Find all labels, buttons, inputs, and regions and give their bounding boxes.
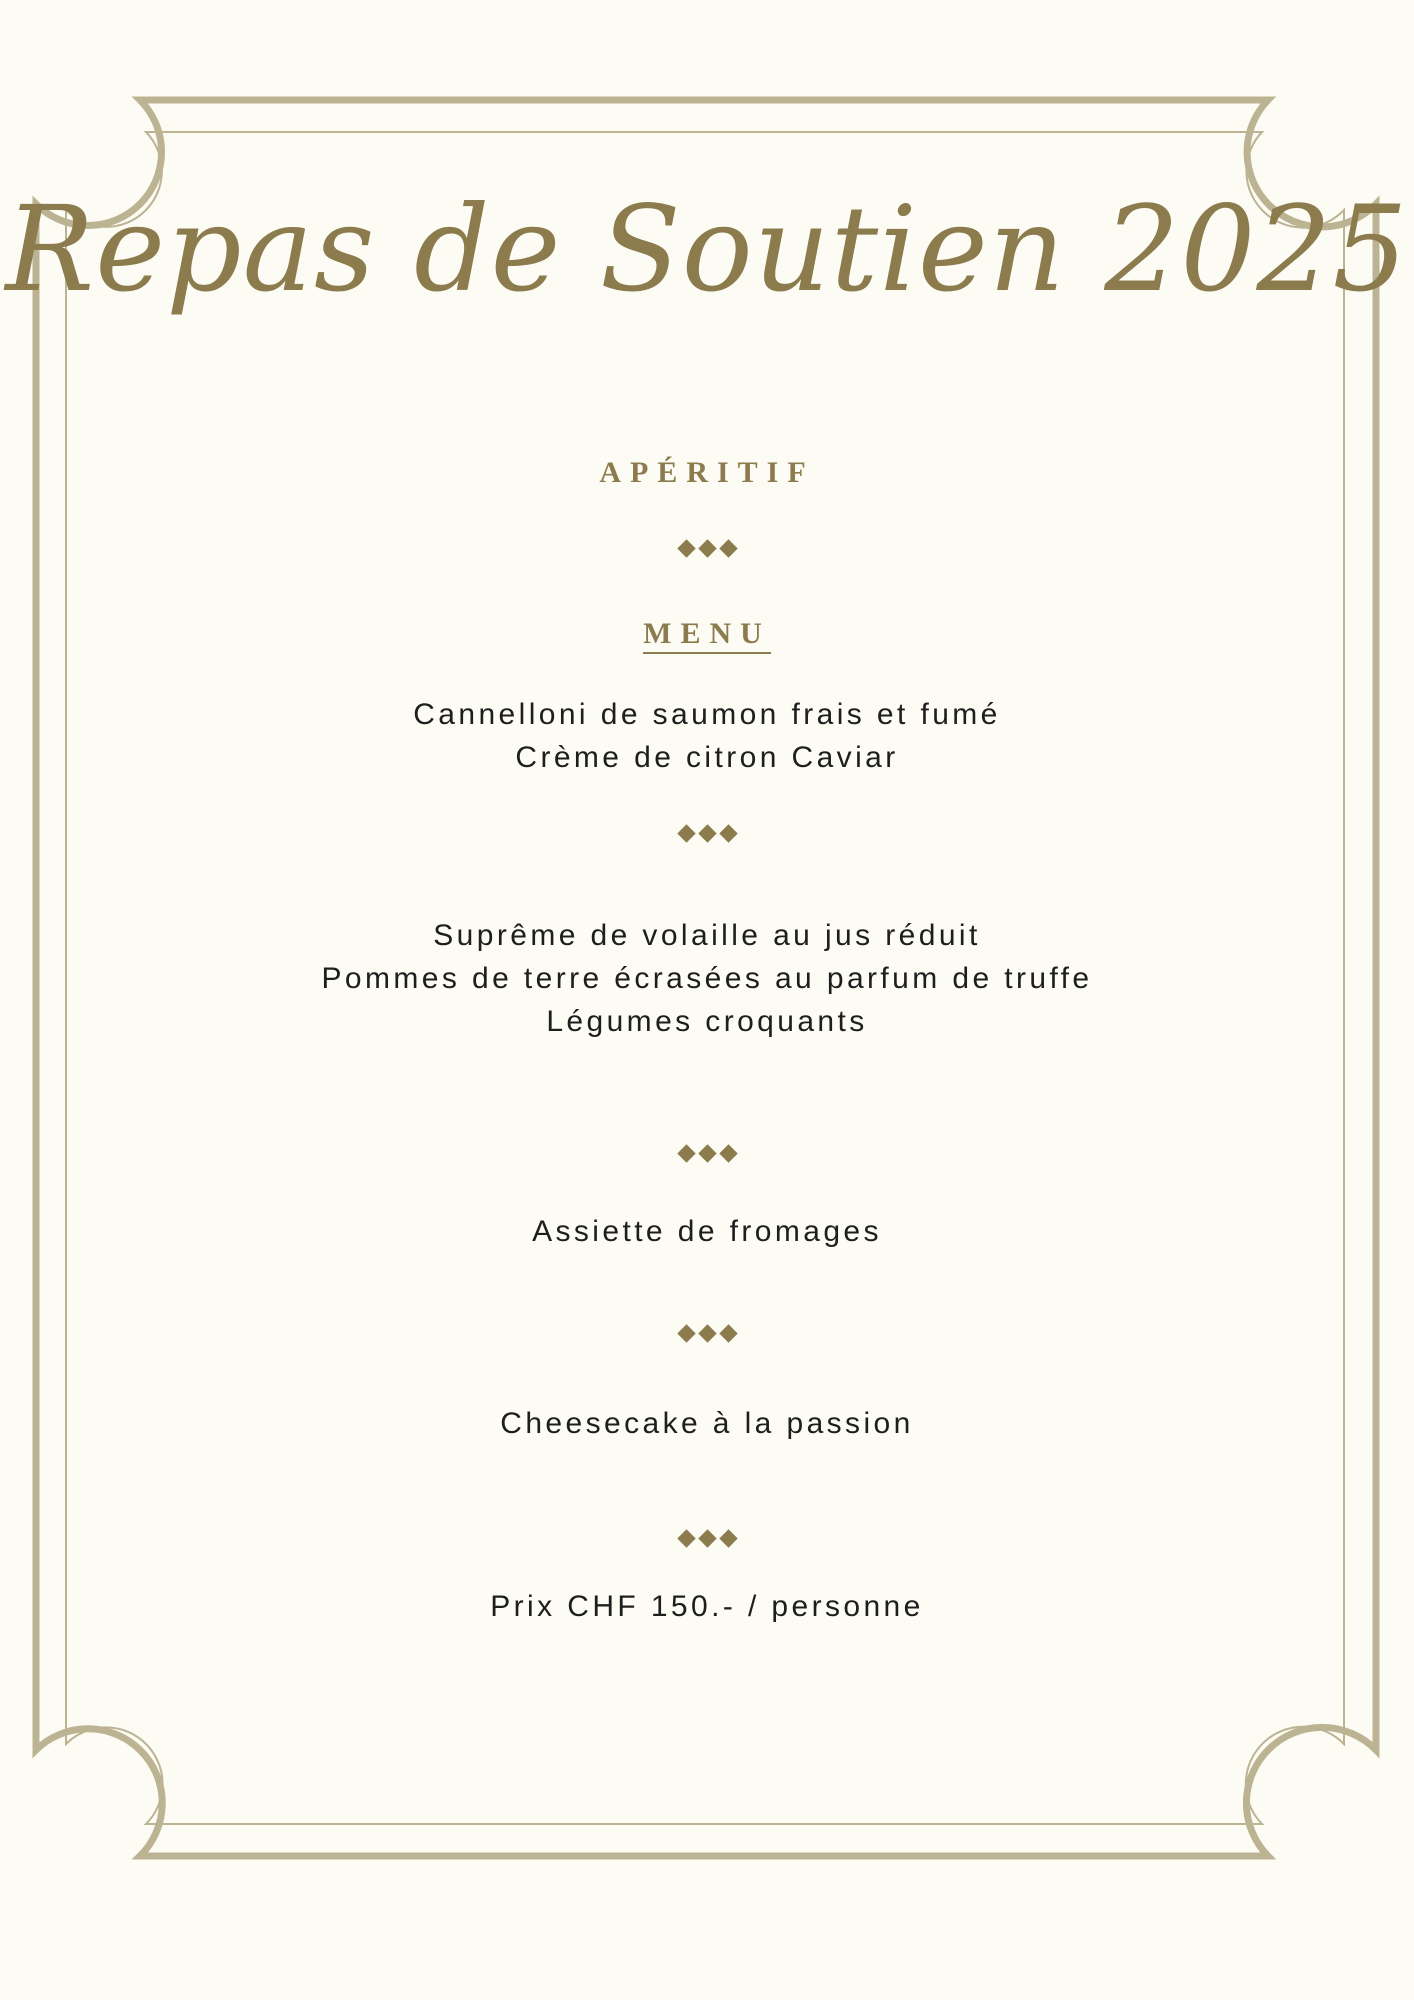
- course-main: [0, 914, 1414, 1043]
- course-cheese: [0, 1210, 1414, 1253]
- aperitif-heading: APÉRITIF: [599, 456, 815, 489]
- dish-line: Cannelloni de saumon frais et fumé: [413, 698, 1001, 731]
- diamond-icon: [677, 539, 695, 557]
- diamond-icon: [698, 824, 716, 842]
- diamond-icon: [719, 1529, 737, 1547]
- dish-line: Cheesecake à la passion: [500, 1407, 914, 1440]
- diamond-icon: [677, 1324, 695, 1342]
- page-title: Repas de Soutien 2025: [5, 180, 1409, 318]
- dish-line: Suprême de volaille au jus réduit: [433, 919, 981, 952]
- diamond-icon: [698, 1324, 716, 1342]
- course-starter: [0, 693, 1414, 779]
- price-line: Prix CHF 150.- / personne: [490, 1590, 924, 1623]
- dish-line: Pommes de terre écrasées au parfum de truffe: [321, 962, 1093, 995]
- menu-heading-label: MENU: [643, 617, 771, 654]
- diamond-icon: [719, 539, 737, 557]
- menu-heading: [0, 617, 1414, 651]
- diamond-icon: [698, 539, 716, 557]
- diamond-icon: [719, 1144, 737, 1162]
- diamond-icon: [719, 1324, 737, 1342]
- diamond-icon: [698, 1144, 716, 1162]
- separator-1: [0, 537, 1414, 561]
- dish-line: Légumes croquants: [546, 1005, 868, 1038]
- diamond-icon: [677, 1144, 695, 1162]
- separator-3: [0, 1142, 1414, 1166]
- separator-2: [0, 822, 1414, 846]
- diamond-icon: [698, 1529, 716, 1547]
- dish-line: Crème de citron Caviar: [515, 741, 899, 774]
- course-dessert: [0, 1402, 1414, 1445]
- separator-4: [0, 1322, 1414, 1346]
- dish-line: Assiette de fromages: [532, 1215, 882, 1248]
- separator-5: [0, 1527, 1414, 1551]
- diamond-icon: [677, 1529, 695, 1547]
- diamond-icon: [719, 824, 737, 842]
- diamond-icon: [677, 824, 695, 842]
